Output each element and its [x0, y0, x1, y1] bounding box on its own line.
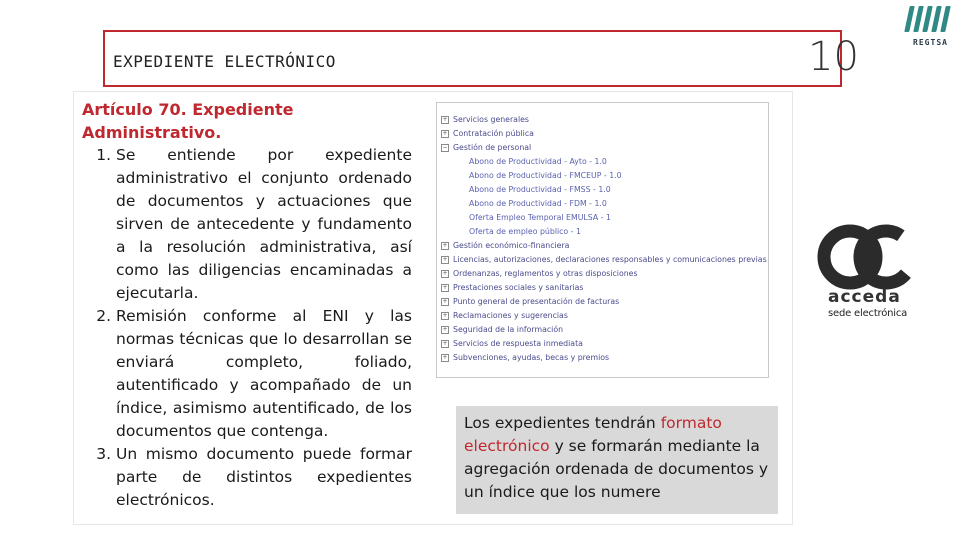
tree-item[interactable]	[441, 323, 768, 337]
expand-icon[interactable]: +	[442, 130, 448, 137]
expand-icon[interactable]: +	[442, 326, 448, 333]
tree-item[interactable]	[441, 309, 768, 323]
regtsa-bars-icon	[905, 2, 955, 34]
tree-subitem[interactable]: Abono de Productividad - FDM - 1.0	[469, 199, 607, 208]
tree-item-label: Reclamaciones y sugerencias	[453, 311, 568, 320]
acceda-logo	[814, 221, 922, 329]
tree-item[interactable]	[441, 295, 768, 309]
tree-item[interactable]	[441, 127, 768, 141]
tree-item-label: Servicios de respuesta inmediata	[453, 339, 583, 348]
expand-icon[interactable]: +	[442, 242, 448, 249]
regtsa-logo	[903, 2, 958, 50]
expand-icon[interactable]: +	[442, 298, 448, 305]
tree-subitem[interactable]: Abono de Productividad - FMSS - 1.0	[469, 185, 611, 194]
acceda-subtitle: sede electrónica	[828, 308, 908, 319]
expand-icon[interactable]: +	[442, 270, 448, 277]
tree-item-label: Ordenanzas, reglamentos y otras disposiciones	[453, 269, 638, 278]
title-frame	[103, 30, 842, 87]
procedure-tree-panel	[436, 102, 769, 378]
note-text-2: y se formarán mediante la agregación ordenada de documentos y un índice que los numere	[464, 437, 769, 501]
expand-icon[interactable]: +	[442, 312, 448, 319]
procedure-tree	[437, 103, 768, 365]
slide-number: 10	[808, 34, 859, 80]
expand-icon[interactable]: +	[442, 354, 448, 361]
tree-item-label: Gestión de personal	[453, 143, 532, 152]
tree-item[interactable]	[441, 141, 768, 155]
tree-item-label: Subvenciones, ayudas, becas y premios	[453, 353, 610, 362]
tree-item-label: Gestión económico-financiera	[453, 241, 570, 250]
article-item: 2. Remisión conforme al ENI y las normas técnicas que lo desarrollan se enviará completo, foliado, autentificado y acompañado de un índice, asimismo autentificado, de los documentos que contenga.	[116, 305, 412, 443]
expand-icon[interactable]: +	[442, 284, 448, 291]
tree-item[interactable]	[441, 113, 768, 127]
regtsa-logo-text: REGTSA	[913, 38, 948, 47]
tree-item-label: Seguridad de la información	[453, 325, 564, 334]
note-box	[456, 406, 778, 514]
tree-item-label: Contratación pública	[453, 129, 534, 138]
acceda-word: acceda	[828, 287, 901, 307]
expand-icon[interactable]: +	[442, 116, 448, 123]
expand-icon[interactable]: +	[442, 340, 448, 347]
tree-item[interactable]	[441, 253, 768, 267]
note-highlight: formato electrónico	[464, 414, 722, 455]
slide-title: EXPEDIENTE ELECTRÓNICO	[113, 52, 336, 71]
tree-item-label: Prestaciones sociales y sanitarias	[453, 283, 584, 292]
tree-subitem[interactable]: Oferta de empleo público - 1	[469, 227, 581, 236]
tree-subitem[interactable]: Oferta Empleo Temporal EMULSA - 1	[469, 213, 611, 222]
tree-item[interactable]	[441, 267, 768, 281]
expand-icon[interactable]: +	[442, 256, 448, 263]
acceda-ac-icon	[814, 221, 922, 291]
tree-item[interactable]	[441, 239, 768, 253]
note-text-1: Los expedientes tendrán	[464, 414, 661, 432]
tree-subitem[interactable]: Abono de Productividad - FMCEUP - 1.0	[469, 171, 622, 180]
article-list	[82, 144, 412, 512]
article-title: Artículo 70. Expediente Administrativo.	[82, 100, 294, 142]
tree-item[interactable]	[441, 351, 768, 365]
tree-subitem[interactable]: Abono de Productividad - Ayto - 1.0	[469, 157, 607, 166]
tree-item-label: Punto general de presentación de facturas	[453, 297, 620, 306]
tree-item[interactable]	[441, 281, 768, 295]
collapse-icon[interactable]: −	[442, 144, 448, 151]
article-item: 1. Se entiende por expediente administrativo el conjunto ordenado de documentos y actuaciones que sirven de antecedente y fundamento a la resolución administrativa, así como las diligencias encaminadas a ejecutarla.	[116, 144, 412, 305]
tree-item-label: Licencias, autorizaciones, declaraciones responsables y comunicaciones previas	[453, 255, 767, 264]
tree-item-label: Servicios generales	[453, 115, 529, 124]
article-item: 3. Un mismo documento puede formar parte de distintos expedientes electrónicos.	[116, 443, 412, 512]
tree-item[interactable]	[441, 337, 768, 351]
article-text	[82, 98, 412, 512]
